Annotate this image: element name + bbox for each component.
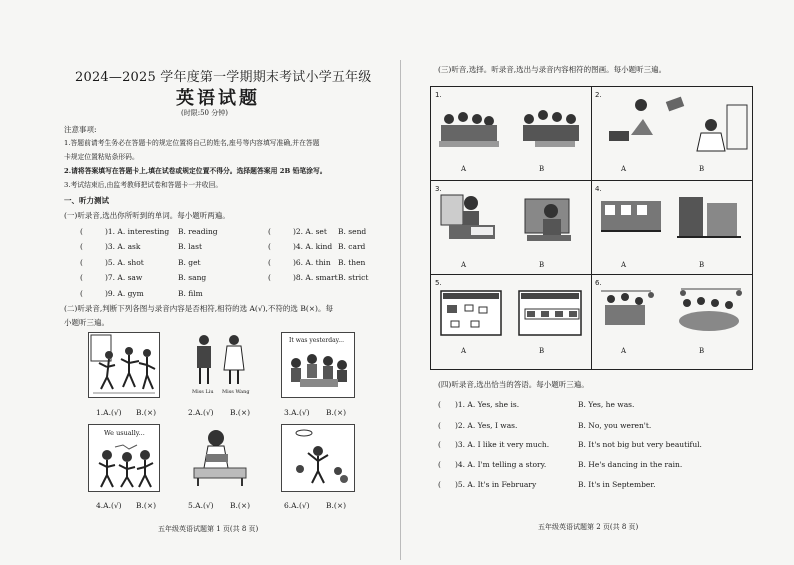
part2-instructions: (二)听录音,判断下列各图与录音内容是否相符,相符的选 A(√),不符的选 B(×)。每 <box>64 304 333 313</box>
answer-5-a: 5.A.(√) <box>188 501 214 510</box>
note-3: 3.考试结束后,由监考教师把试卷和答题卡一并收回。 <box>64 181 223 189</box>
cell-6 <box>591 275 752 369</box>
picture-1-kids-playing <box>88 332 160 398</box>
cell-5-pictures <box>431 287 591 343</box>
p4-item-5-b: B. It's in September. <box>578 480 656 489</box>
p1-item-4-b: B. card <box>338 242 366 251</box>
cell-2-b: B <box>699 165 705 173</box>
p4-item-2: ( )2. A. Yes, I was. <box>438 421 518 430</box>
cell-4-number: 4. <box>595 185 602 193</box>
answer-4-b: B.(×) <box>136 501 157 510</box>
answer-6-a: 6.A.(√) <box>284 501 310 510</box>
p1-item-5: ( )5. A. shot <box>80 258 144 267</box>
p4-item-1: ( )1. A. Yes, she is. <box>438 400 520 409</box>
p1-item-2-b: B. send <box>338 227 367 236</box>
answer-3-b: B.(×) <box>326 408 347 417</box>
answer-3-a: 3.A.(√) <box>284 408 310 417</box>
answer-1-a: 1.A.(√) <box>96 408 122 417</box>
answer-1-b: B.(×) <box>136 408 157 417</box>
part3-instructions: (三)听音,选择。听录音,选出与录音内容相符的图画。每小题听三遍。 <box>438 65 667 74</box>
part2-instructions-2: 小题听三遍。 <box>64 318 109 327</box>
answer-2-a: 2.A.(√) <box>188 408 214 417</box>
cell-3-pictures <box>431 189 591 255</box>
cell-4-a: A <box>621 261 627 269</box>
cell-6-pictures <box>591 283 751 343</box>
cell-2-pictures <box>591 95 751 157</box>
note-1b: 卡规定位置粘贴条形码。 <box>64 153 139 161</box>
cell-1-pictures <box>431 101 591 161</box>
p4-item-4: ( )4. A. I'm telling a story. <box>438 460 547 469</box>
answer-5-b: B.(×) <box>230 501 251 510</box>
p1-item-1-b: B. reading <box>178 227 218 236</box>
cell-6-a: A <box>621 347 627 355</box>
part1-instructions: (一)听录音,选出你所听到的单词。每小题听两遍。 <box>64 211 230 220</box>
cell-5-b: B <box>539 347 545 355</box>
p1-item-9-b: B. film <box>178 289 203 298</box>
p1-item-3: ( )3. A. ask <box>80 242 141 251</box>
p1-item-2: ( )2. A. set <box>268 227 327 236</box>
label-miss-liu: Miss Liu <box>192 389 214 395</box>
cell-5-number: 5. <box>435 279 442 287</box>
cell-1-number: 1. <box>435 91 442 99</box>
note-2: 2.请将答案填写在答题卡上,填在试卷或规定位置不得分。选择题答案用 2B 铅笔涂写。 <box>64 167 327 175</box>
cell-4-pictures <box>591 189 751 255</box>
cell-2 <box>591 87 752 181</box>
p4-item-3-b: B. It's not big but very beautiful. <box>578 440 702 449</box>
cell-3-b: B <box>539 261 545 269</box>
p4-item-4-b: B. He's dancing in the rain. <box>578 460 683 469</box>
label-miss-wang: Miss Wang <box>222 389 250 395</box>
cell-1-a: A <box>461 165 467 173</box>
answer-2-b: B.(×) <box>230 408 251 417</box>
cell-6-number: 6. <box>595 279 602 287</box>
caption-yesterday: It was yesterday... <box>289 337 344 344</box>
part4-instructions: (四)听录音,选出恰当的答语。每小题听三遍。 <box>438 380 589 389</box>
p4-item-2-b: B. No, you weren't. <box>578 421 652 430</box>
p1-item-6: ( )6. A. thin <box>268 258 331 267</box>
cell-3-a: A <box>461 261 467 269</box>
cell-5 <box>431 275 592 369</box>
cell-2-number: 2. <box>595 91 602 99</box>
duration: (时限:50 分钟) <box>181 109 228 117</box>
footer-page-1: 五年级英语试题第 1 页(共 8 页) <box>158 525 259 533</box>
p1-item-8: ( )8. A. smart <box>268 273 338 282</box>
cell-3-number: 3. <box>435 185 442 193</box>
cell-6-b: B <box>699 347 705 355</box>
cell-4 <box>591 181 752 275</box>
page-divider <box>400 60 401 560</box>
exam-title: 2024—2025 学年度第一学期期末考试小学五年级 <box>75 70 372 85</box>
p1-item-9: ( )9. A. gym <box>80 289 144 298</box>
cell-3 <box>431 181 592 275</box>
page-2 <box>402 0 794 565</box>
caption-we-usually: We usually... <box>104 429 145 437</box>
p1-item-3-b: B. last <box>178 242 203 251</box>
footer-page-2: 五年级英语试题第 2 页(共 8 页) <box>538 523 639 531</box>
p1-item-1: ( )1. A. interesting <box>80 227 170 236</box>
cell-2-a: A <box>621 165 627 173</box>
cell-1 <box>431 87 592 181</box>
answer-6-b: B.(×) <box>326 501 347 510</box>
p1-item-7: ( )7. A. saw <box>80 273 143 282</box>
cell-4-b: B <box>699 261 705 269</box>
cell-5-a: A <box>461 347 467 355</box>
p4-item-5: ( )5. A. It's in February <box>438 480 537 489</box>
picture-6-basketball <box>281 424 355 492</box>
p4-item-1-b: B. Yes, he was. <box>578 400 635 409</box>
note-1: 1.答题前请考生务必在答题卡的规定位置将自己的姓名,座号等内容填写准确,并在答题 <box>64 139 320 147</box>
picture-2-teachers <box>184 332 254 396</box>
part3-picture-grid <box>430 86 753 370</box>
picture-5-reading-girl <box>184 424 254 490</box>
p1-item-4: ( )4. A. kind <box>268 242 333 251</box>
p4-item-3: ( )3. A. I like it very much. <box>438 440 550 449</box>
section-listening: 一、听力测试 <box>64 196 109 205</box>
p1-item-6-b: B. then <box>338 258 366 267</box>
answer-4-a: 4.A.(√) <box>96 501 122 510</box>
p1-item-8-b: B. strict <box>338 273 369 282</box>
notes-heading: 注意事项: <box>64 125 97 134</box>
p1-item-7-b: B. sang <box>178 273 207 282</box>
cell-1-b: B <box>539 165 545 173</box>
subject-title: 英语试题 <box>176 88 260 109</box>
p1-item-5-b: B. get <box>178 258 201 267</box>
